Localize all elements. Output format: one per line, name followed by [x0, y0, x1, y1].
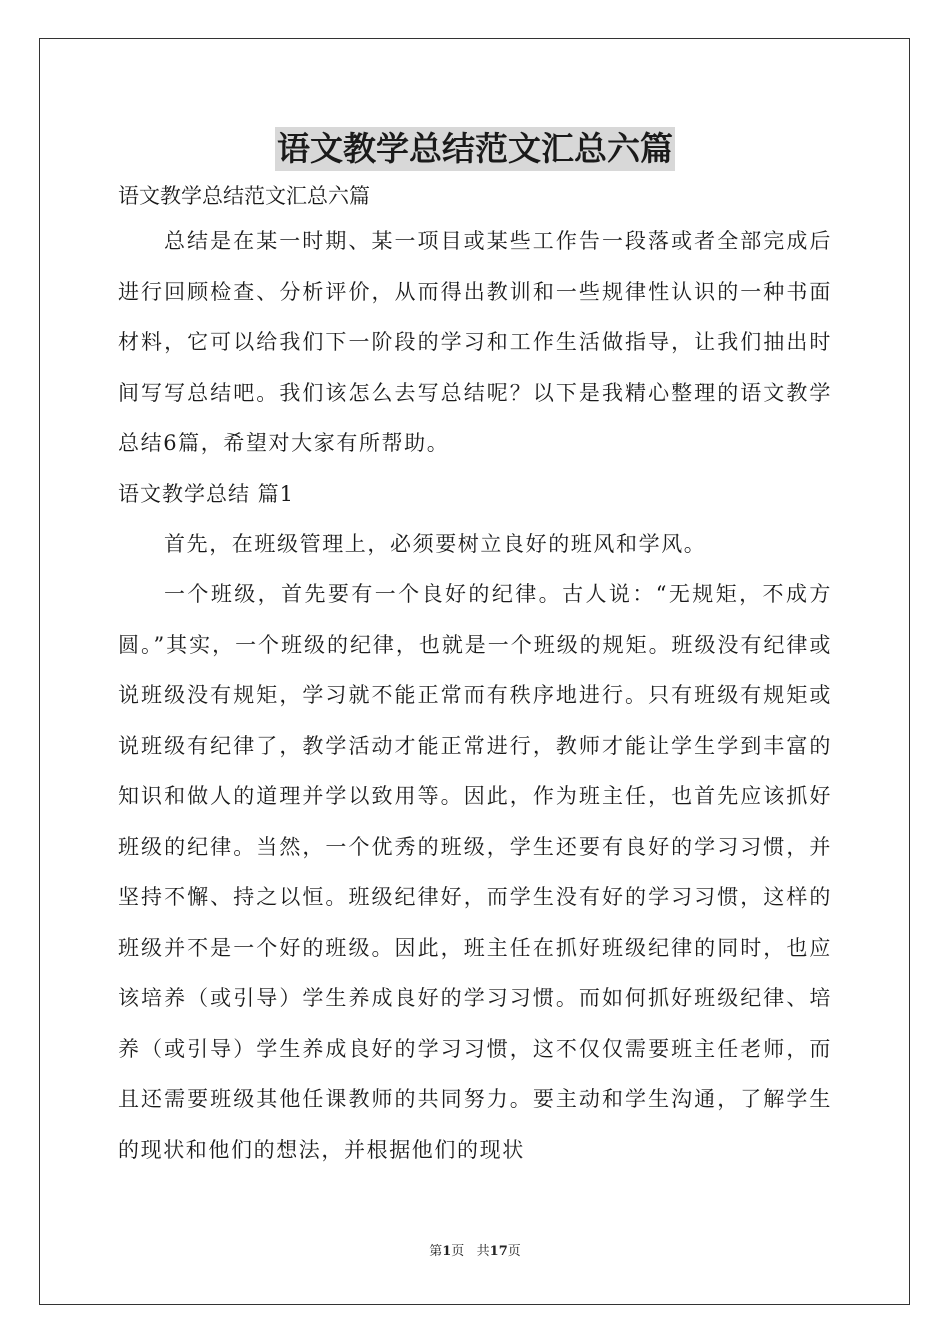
footer-mid: 页 共: [451, 1244, 490, 1259]
footer-page-current: 1: [442, 1244, 452, 1259]
document-subtitle: 语文教学总结范文汇总六篇: [118, 184, 370, 208]
document-title: 语文教学总结范文汇总六篇: [275, 127, 675, 171]
footer-page-total: 17: [489, 1244, 508, 1259]
footer-suffix: 页: [507, 1244, 521, 1259]
page-footer: [0, 1240, 950, 1259]
footer-prefix: 第: [429, 1244, 443, 1259]
document-body: [118, 176, 832, 1175]
section-paragraph-2: 一个班级，首先要有一个良好的纪律。古人说：“无规矩，不成方圆。”其实，一个班级的纪律，也就是一个班级的规矩。班级没有纪律或说班级没有规矩，学习就不能正常而有秩序地进行。只有班级有规矩或说班级有纪律了，教学活动才能正常进行，教师才能让学生学到丰富的知识和做人的道理并学以致用等。因此，作为班主任，也首先应该抓好班级的纪律。当然，一个优秀的班级，学生还要有良好的学习习惯，并坚持不懈、持之以恒。班级纪律好，而学生没有好的学习习惯，这样的班级并不是一个好的班级。因此，班主任在抓好班级纪律的同时，也应该培养（或引导）学生养成良好的学习习惯。而如何抓好班级纪律、培养（或引导）学生养成良好的学习习惯，这不仅仅需要班主任老师，而且还需要班级其他任课教师的共同努力。要主动和学生沟通，了解学生的现状和他们的想法，并根据他们的现状: [118, 582, 832, 1162]
section-heading: 语文教学总结 篇1: [118, 481, 295, 506]
intro-paragraph: 总结是在某一时期、某一项目或某些工作告一段落或者全部完成后进行回顾检查、分析评价，从而得出教训和一些规律性认识的一种书面材料，它可以给我们下一阶段的学习和工作生活做指导，让我们抽出时间写写总结吧。我们该怎么去写总结呢？以下是我精心整理的语文教学总结6篇，希望对大家有所帮助。: [118, 229, 832, 455]
section-paragraph-1: 首先，在班级管理上，必须要树立良好的班风和学风。: [164, 531, 707, 556]
title-wrap: [0, 127, 950, 171]
